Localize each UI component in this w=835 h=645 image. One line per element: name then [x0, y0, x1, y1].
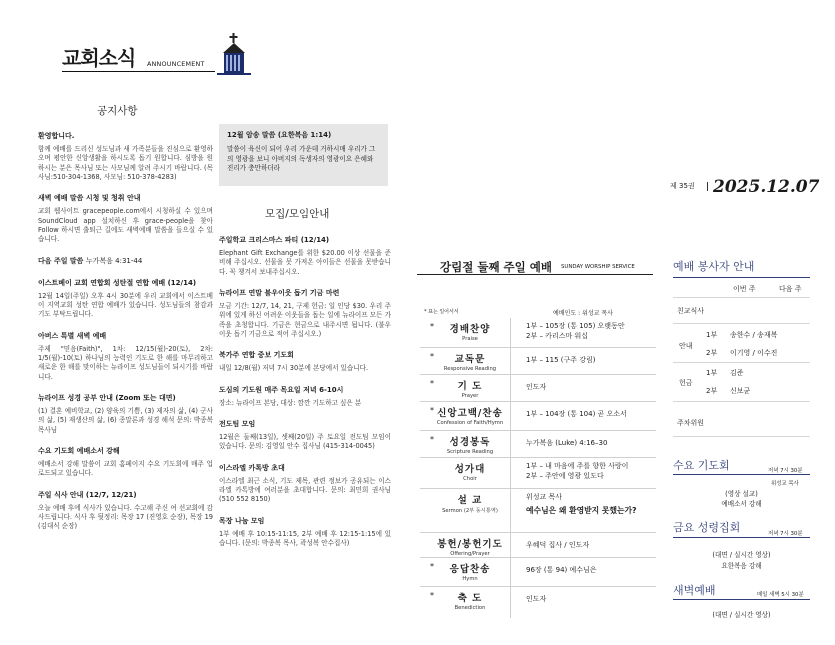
worship-item-ko: 성가대: [454, 464, 486, 475]
wednesday-rule: [673, 474, 810, 475]
standing-mark: *: [430, 435, 434, 444]
offering-names: 김준: [730, 369, 744, 377]
standing-mark: *: [430, 562, 434, 571]
offering-part: 1부: [706, 369, 718, 377]
row-separator: [673, 436, 810, 437]
usher-names: 송한수 / 송재복: [730, 331, 778, 339]
worship-detail-line: 1부 – 104장 (통 104) 곧 오소서: [526, 410, 627, 418]
worship-item-name: [430, 492, 510, 514]
meeting-item: 목장 나눔 모임 1부 예배 후 10:15-11:15, 2부 예배 후 12:15-1:15에 있습니다. (문의: 박종복 목사, 곽성복 안수집사): [219, 516, 391, 547]
worship-column-divider: [510, 318, 511, 618]
notice-heading: 공지사항: [97, 105, 138, 117]
worship-item-en: Sermon (2부 동시통역): [442, 508, 498, 514]
meeting-item: 주일학교 크리스마스 파티 (12/14) Elephant Gift Exchange를 위한 $20.00 이상 선물을 준비해 주십시오. 선물을 못 가져온 아이들은 선물을 못받습니다. 꼭 챙겨서 보내주십시오.: [219, 236, 391, 276]
col-this-week: 이번 주: [733, 285, 756, 293]
standing-mark: *: [430, 406, 434, 415]
dawn-title: 새벽예배: [673, 584, 716, 597]
worship-item-ko: 설 교: [457, 495, 483, 506]
announcement-item: 뉴라이프 성경 공부 안내 (Zoom 또는 대면) (1) 결혼 예비학교, (2) 양육의 기쁨, (3) 제자의 삶, (4) 군사의 삶, (5) 재생산의 삶, (6) 종말론과 성경 해석 문의: 박종복 목사님: [38, 394, 213, 434]
worship-item-detail: [526, 594, 546, 604]
standing-mark: *: [430, 591, 434, 600]
parking-label: 주차위원: [677, 419, 705, 427]
worship-item-name: [430, 351, 510, 372]
worship-item-detail: [526, 461, 628, 481]
worship-detail-line: 1부 – 내 마음에 주를 향한 사랑이: [526, 462, 629, 470]
worship-item-detail: [526, 382, 546, 392]
worship-detail-line: 인도자: [526, 383, 547, 391]
standing-mark: *: [430, 379, 434, 388]
worship-row-separator: [420, 401, 656, 402]
worship-detail-line: 누가복음 (Luke) 4:16–30: [526, 439, 608, 447]
worship-item-name: [430, 405, 510, 426]
col-next-week: 다음 주: [779, 285, 802, 293]
worship-row-separator: [420, 374, 656, 375]
wednesday-time: 저녁 7시 30분: [768, 468, 803, 474]
worship-rule: [417, 274, 653, 275]
worship-item-ko: 축 도: [457, 593, 483, 604]
meeting-item: 이스라엘 카톡방 초대 이스라엘 최근 소식, 기도 제목, 관련 정보가 공유되는 이스라엘 카톡방에 여러분을 초대합니다. 문의: 최민희 권사님(510 552 8150): [219, 463, 391, 504]
issue-divider: [707, 182, 708, 191]
offering-names: 신보균: [730, 387, 751, 395]
page-title: 교회소식: [62, 46, 136, 70]
worship-item-ko: 기 도: [457, 381, 483, 392]
meeting-item: 북가주 연합 중보 기도회 내일 12/8(월) 저녁 7시 30분에 본당에서 있습니다.: [219, 351, 369, 373]
standing-note: * 표는 일어서서: [424, 309, 459, 315]
announcement-item: 다음 주일 말씀 누가복음 4:31-44: [38, 256, 143, 265]
worship-row-separator: [420, 347, 656, 348]
worship-detail-line: 예수님은 왜 환영받지 못했는가?: [526, 506, 637, 516]
worship-item-detail: [526, 540, 589, 550]
dawn-time: 매일 새벽 5시 30분: [757, 592, 804, 598]
worship-item-en: Prayer: [461, 393, 479, 399]
church-logo-icon: [217, 33, 251, 77]
worship-item-detail: [526, 321, 625, 341]
memory-verse-title: 12월 암송 말씀 (요한복음 1:14): [227, 131, 332, 139]
friday-title: 금요 성령집회: [673, 521, 741, 534]
friday-note: (대면 / 실시간 영상): [712, 551, 771, 559]
standing-mark: *: [430, 322, 434, 331]
worship-row-separator: [420, 457, 656, 458]
worship-item-ko: 봉헌/봉헌기도: [437, 539, 503, 550]
meeting-item: 전도팀 모임 12월은 둘째(13일), 셋째(20일) 주 토요일 전도팀 모임이 있습니다. 문의: 김영일 안수 집사님 (415-314-0045): [219, 419, 391, 451]
header-rule: [62, 71, 215, 72]
worship-title: 강림절 둘째 주일 예배: [440, 260, 552, 274]
worship-item-name: [430, 321, 510, 342]
worship-detail-line: 위성교 목사: [526, 493, 563, 501]
worship-item-name: [430, 561, 510, 582]
meeting-item: 도심의 기도원 매주 목요일 저녁 6-10시 장소: 뉴라이프 본당, 대상: 깜깐 기도하고 싶은 분: [219, 385, 362, 407]
standing-mark: *: [430, 352, 434, 361]
wednesday-speaker: 위성교 목사: [771, 481, 799, 487]
worship-detail-line: 인도자: [526, 595, 547, 603]
worship-row-separator: [420, 557, 656, 558]
worship-item-detail: [526, 565, 597, 575]
meeting-list: [219, 236, 391, 560]
announcement-item: 이스트베이 교회 연합회 성탄절 연합 예배 (12/14) 12월 14일(주일) 오후 4시 30분에 우리 교회에서 이스트베이 지역교회 성탄 연합 예배가 있습니다. 성도님들의 참감과 기도 부탁드립니다.: [38, 278, 213, 319]
worship-item-detail: [526, 409, 627, 419]
row-separator: [673, 297, 810, 298]
wednesday-title: 수요 기도회: [673, 459, 730, 472]
issue-volume: 제 35권: [670, 182, 695, 190]
usher-part: 2부: [706, 349, 718, 357]
worship-detail-line: 1부 – 105장 (통 105) 오랫동안: [526, 322, 625, 330]
worship-item-name: [430, 461, 510, 482]
friday-time: 저녁 7시 30분: [768, 531, 803, 537]
servers-title: 예배 봉사자 안내: [673, 260, 755, 273]
announcement-item: 환영합니다. 함께 예배를 드리신 성도님과 새 가족분들을 진심으로 환영하오며 평안한 신앙생활을 하시도록 돕기 원합니다. 심방을 원하시는 분은 목사님 또는 사모님께 알려 주시기 바랍니다. (목사님:510-304-1368, 사모님: 510-378-4283): [38, 132, 213, 182]
servers-rule: [673, 277, 810, 278]
offering-part: 2부: [706, 387, 718, 395]
worship-row-separator: [420, 430, 656, 431]
meeting-heading: 모집/모임안내: [265, 208, 330, 220]
memory-verse-box: [219, 124, 388, 186]
worship-item-en: Scripture Reading: [446, 449, 494, 455]
announcement-item: 수요 기도회 예배소서 강해 예배소서 강해 말씀이 교회 홈페이지 수요 기도회에 매주 업로드되고 있습니다.: [38, 447, 213, 478]
meeting-item: 뉴라이프 연말 불우이웃 돕기 기금 마련 모금 기간: 12/7, 14, 21, 구제 헌금: 일 인당 $30. 우리 주위에 있게 하신 어려운 이웃들을 돕는 일에 뉴라이프 모든 가족을 초청합니다. 기금은 현금으로 내주시면 됩니다. (불우이웃 돕기 기금으로 적어 주십시오.): [219, 289, 391, 339]
worship-item-en: Praise: [462, 336, 478, 342]
worship-row-separator: [420, 532, 656, 533]
usher-label: 안내: [679, 342, 693, 350]
worship-item-name: [430, 434, 510, 455]
dawn-note: (대면 / 실시간 영상): [712, 611, 771, 619]
announcement-item: 아버스 특별 새벽 예배 주제 "믿음(Faith)", 1차: 12/15(월)-20(토), 2차: 1/5(월)-10(토) 하나님의 능력인 기도로 한 해를 마무리하고 새로운 한 해를 맞이하는 뉴라이프 성도님들이 되시기를 바랍니다.: [38, 331, 213, 381]
page-subtitle: ANNOUNCEMENT: [147, 60, 205, 68]
worship-item-en: Responsive Reading: [443, 366, 497, 372]
announcement-list: [38, 132, 213, 544]
friday-series: 요한복음 강해: [721, 562, 762, 570]
worship-row-separator: [420, 488, 656, 489]
friday-rule: [673, 537, 810, 538]
wednesday-series: 예배소서 강해: [721, 500, 762, 508]
greeter-label: 친교식사: [677, 307, 705, 315]
worship-item-ko: 경배찬양: [449, 324, 491, 335]
row-separator: [673, 362, 810, 363]
usher-part: 1부: [706, 331, 718, 339]
worship-title-en: SUNDAY WORSHIP SERVICE: [561, 264, 635, 270]
worship-item-name: [430, 536, 510, 557]
worship-item-name: [430, 378, 510, 399]
worship-item-ko: 응답찬송: [449, 564, 491, 575]
announcement-item: 새벽 예배 말씀 시청 및 청취 안내 교회 웹사이트 gracepeople.com에서 시청하실 수 있으며 SoundCloud app 설치하신 후 grace-people을 찾아 Follow 하시면 출퇴근 길에도 새벽예배 말씀을 들으실 수 있습니다.: [38, 194, 213, 244]
worship-item-detail: [526, 492, 637, 516]
worship-leader: 예배인도 : 위성교 목사: [553, 310, 613, 317]
worship-detail-line: 2부 – 주안에 영광 있도다: [526, 472, 604, 481]
wednesday-note: (영상 설교): [725, 490, 758, 498]
row-separator: [673, 323, 810, 324]
worship-detail-line: 우혜덕 집사 / 인도자: [526, 541, 590, 549]
usher-names: 이기영 / 이수진: [730, 349, 778, 357]
worship-item-detail: [526, 355, 596, 365]
worship-item-ko: 성경봉독: [449, 437, 491, 448]
worship-detail-line: 2부 – 카리스마 워십: [526, 332, 588, 341]
worship-item-en: Choir: [463, 476, 477, 482]
announcement-item: 주일 식사 안내 (12/7, 12/21) 오늘 예배 후에 식사가 있습니다. 수고해 주신 여 선교회에 감사드립니다. 식사 후 뒷정리: 목장 17 (진영호 순장), 목장 19 (김대식 순장): [38, 490, 213, 531]
worship-item-en: Benediction: [454, 605, 486, 611]
row-separator: [673, 401, 810, 402]
issue-date: 2025.12.07: [713, 177, 820, 197]
worship-item-ko: 신앙고백/찬송: [437, 408, 503, 419]
worship-detail-line: 1부 – 115 (구주 강림): [526, 356, 596, 364]
memory-verse-text: 말씀이 육신이 되어 우리 가운데 거하시매 우리가 그의 영광을 보니 아버지의 독생자의 영광이요 은혜와 진리가 충만하더라: [227, 145, 376, 173]
dawn-rule: [673, 599, 810, 600]
worship-item-name: [430, 590, 510, 611]
worship-item-en: Confession of Faith/Hymn: [436, 420, 504, 426]
worship-item-en: Offering/Prayer: [450, 551, 490, 557]
worship-row-separator: [420, 586, 656, 587]
worship-item-detail: [526, 438, 607, 448]
worship-item-en: Hymn: [462, 576, 478, 582]
worship-detail-line: 96장 (통 94) 예수님은: [526, 566, 597, 574]
worship-item-ko: 교독문: [454, 354, 486, 365]
offering-label: 헌금: [679, 379, 693, 387]
